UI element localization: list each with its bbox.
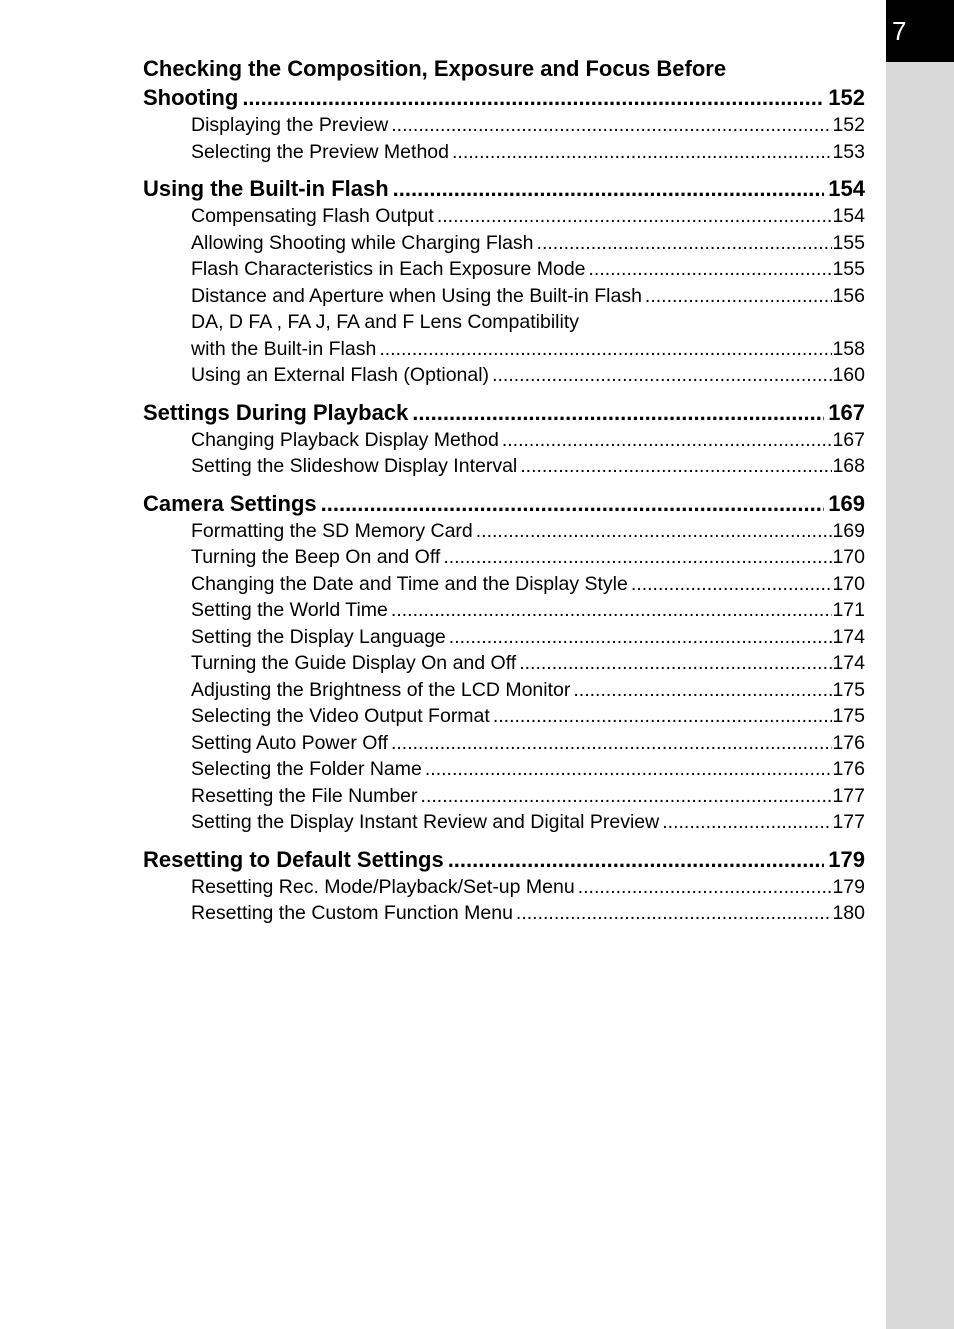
toc-section-title: Camera Settings	[143, 490, 317, 516]
toc-entry[interactable]	[143, 427, 865, 454]
toc-entry[interactable]	[143, 256, 865, 283]
toc-entry[interactable]	[143, 362, 865, 389]
dot-leader	[443, 544, 832, 571]
toc-entry-title: Selecting the Preview Method	[191, 140, 449, 163]
toc-entry[interactable]	[143, 139, 865, 166]
toc-entry-page: 154	[832, 205, 865, 227]
toc-entry-title: Flash Characteristics in Each Exposure Mode	[191, 258, 586, 280]
toc-entry[interactable]	[143, 283, 865, 310]
toc-entry-title: Changing the Date and Time and the Display Style	[191, 572, 628, 595]
toc-entry[interactable]	[143, 571, 865, 598]
toc-section	[143, 845, 865, 927]
toc-entry-title: Setting Auto Power Off	[191, 731, 388, 754]
dot-leader	[393, 174, 825, 203]
dot-leader	[662, 809, 832, 836]
toc-section-heading[interactable]	[143, 845, 865, 874]
toc-entry[interactable]	[143, 518, 865, 545]
toc-entry-page: 175	[832, 705, 865, 727]
toc-entry-title: Setting the World Time	[191, 599, 388, 621]
dot-leader	[589, 256, 833, 283]
page-number-tab	[886, 0, 954, 62]
toc-entry[interactable]	[143, 544, 865, 571]
toc-entry-title: Adjusting the Brightness of the LCD Monitor	[191, 678, 571, 701]
toc-entry[interactable]	[143, 453, 865, 480]
table-of-contents	[143, 54, 865, 936]
toc-entry-title: Resetting the Custom Function Menu	[191, 902, 513, 924]
dot-leader	[476, 518, 833, 545]
dot-leader	[502, 427, 833, 454]
toc-entry[interactable]	[143, 730, 865, 757]
toc-entry-page: 175	[832, 678, 865, 701]
toc-entry[interactable]	[143, 112, 865, 139]
toc-entry[interactable]	[143, 650, 865, 677]
dot-leader	[520, 453, 832, 480]
toc-entry-title: Using an External Flash (Optional)	[191, 364, 490, 386]
toc-section	[143, 174, 865, 389]
toc-entry-page: 168	[832, 455, 865, 477]
toc-section-page: 167	[828, 399, 865, 425]
dot-leader	[645, 283, 833, 310]
toc-entry-page: 176	[832, 758, 865, 780]
toc-entry[interactable]	[143, 783, 865, 810]
toc-entry-title: Distance and Aperture when Using the Built-in Flash	[191, 284, 642, 307]
toc-section-heading[interactable]	[143, 398, 865, 427]
toc-entry-page: 167	[832, 428, 865, 451]
toc-entry-title: Turning the Beep On and Off	[191, 546, 441, 568]
toc-entry-page: 156	[832, 284, 865, 307]
toc-entry-page: 169	[832, 519, 865, 542]
toc-entry-page: 177	[832, 784, 865, 807]
toc-entry[interactable]	[143, 677, 865, 704]
toc-entry-page: 176	[832, 731, 865, 754]
toc-section	[143, 54, 865, 165]
toc-entry[interactable]	[143, 230, 865, 257]
toc-section-title-line[interactable]: Checking the Composition, Exposure and Focus Before	[143, 56, 727, 81]
dot-leader	[492, 362, 832, 389]
toc-entry-page: 171	[832, 599, 865, 621]
toc-entry-page: 158	[832, 337, 865, 360]
side-strip	[886, 0, 954, 1329]
toc-entry-page: 160	[832, 364, 865, 386]
toc-entry-page: 155	[832, 231, 865, 254]
dot-leader	[321, 489, 825, 518]
dot-leader	[412, 398, 824, 427]
toc-entry-page: 174	[832, 652, 865, 674]
toc-entry-page: 179	[832, 875, 865, 898]
toc-entry-title: Formatting the SD Memory Card	[191, 519, 473, 542]
toc-entry-title: Resetting the File Number	[191, 784, 418, 807]
toc-entry-page: 180	[832, 902, 865, 924]
toc-entry-title-line[interactable]: DA, D FA , FA J, FA and F Lens Compatibility	[191, 311, 580, 333]
toc-section-page: 154	[828, 176, 865, 201]
dot-leader	[537, 230, 833, 257]
toc-entry-title: Resetting Rec. Mode/Playback/Set-up Menu	[191, 875, 575, 898]
toc-section-page: 169	[828, 490, 865, 516]
toc-entry-page: 155	[832, 258, 865, 280]
toc-entry-page: 174	[832, 625, 865, 648]
toc-section-title: Settings During Playback	[143, 399, 409, 425]
toc-entry-page: 170	[832, 546, 865, 568]
toc-section-page: 152	[828, 85, 865, 110]
toc-entry-title: Selecting the Folder Name	[191, 758, 422, 780]
toc-entry[interactable]	[143, 597, 865, 624]
toc-section-title: Resetting to Default Settings	[143, 846, 444, 872]
toc-entry-title: Displaying the Preview	[191, 114, 389, 136]
toc-entry-title: Selecting the Video Output Format	[191, 705, 490, 727]
dot-leader	[448, 845, 825, 874]
dot-leader	[493, 703, 833, 730]
toc-entry-title: Turning the Guide Display On and Off	[191, 652, 517, 674]
toc-entry[interactable]	[143, 756, 865, 783]
dot-leader	[631, 571, 833, 598]
dot-leader	[425, 756, 833, 783]
toc-entry[interactable]	[143, 809, 865, 836]
dot-leader	[242, 83, 824, 112]
toc-entry[interactable]	[143, 703, 865, 730]
toc-section-title: Shooting	[143, 85, 239, 110]
toc-entry-title: Allowing Shooting while Charging Flash	[191, 231, 534, 254]
dot-leader	[437, 203, 833, 230]
toc-entry-page: 153	[832, 140, 865, 163]
toc-entry[interactable]	[143, 874, 865, 901]
toc-section	[143, 398, 865, 480]
toc-entry-title: Setting the Display Instant Review and Digital Preview	[191, 811, 660, 833]
toc-entry-page: 170	[832, 572, 865, 595]
toc-section-page: 179	[828, 846, 865, 872]
toc-entry[interactable]	[143, 203, 865, 230]
toc-entry-title: Setting the Display Language	[191, 625, 446, 648]
page-number: 7	[892, 16, 907, 46]
toc-entry-title: Compensating Flash Output	[191, 205, 434, 227]
dot-leader	[452, 139, 832, 166]
toc-section-heading[interactable]	[143, 174, 865, 203]
dot-leader	[379, 336, 832, 363]
toc-entry-title: Changing Playback Display Method	[191, 428, 499, 451]
dot-leader	[578, 874, 833, 901]
toc-entry-page: 177	[832, 811, 865, 833]
toc-section-title: Using the Built-in Flash	[143, 176, 389, 201]
dot-leader	[421, 783, 833, 810]
toc-entry[interactable]	[143, 336, 865, 363]
dot-leader	[391, 597, 833, 624]
toc-entry-page: 152	[832, 114, 865, 136]
dot-leader	[391, 730, 833, 757]
toc-section-heading[interactable]	[143, 83, 865, 112]
toc-section	[143, 489, 865, 836]
toc-section-heading[interactable]	[143, 489, 865, 518]
dot-leader	[391, 112, 832, 139]
toc-entry[interactable]	[143, 900, 865, 927]
dot-leader	[519, 650, 832, 677]
dot-leader	[573, 677, 832, 704]
dot-leader	[516, 900, 833, 927]
dot-leader	[449, 624, 833, 651]
toc-entry[interactable]	[143, 624, 865, 651]
toc-entry-title: Setting the Slideshow Display Interval	[191, 455, 518, 477]
toc-entry-title: with the Built-in Flash	[191, 337, 377, 360]
